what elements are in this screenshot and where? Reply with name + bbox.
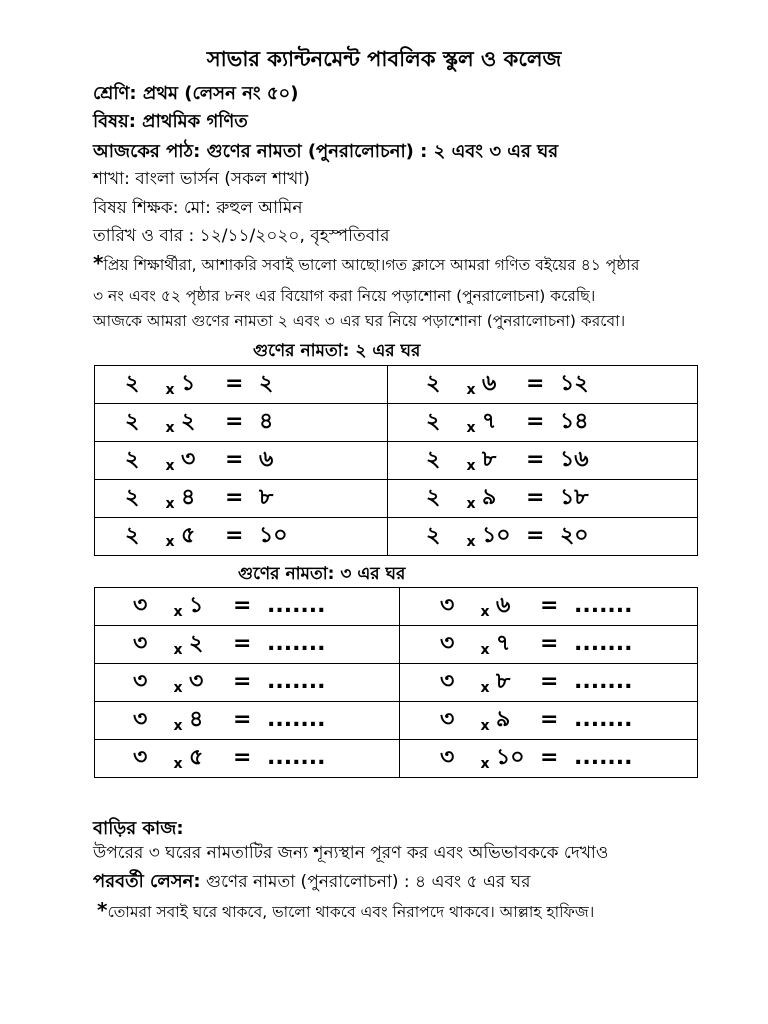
intro-line-2: ৩ নং এবং ৫২ পৃষ্ঠার ৮নং এর বিয়োগ করা নিয়ে পড়াশোনা (পুনরালোচনা) করেছি। [93,287,596,305]
result: ....... [267,707,326,732]
times-sign: x [466,458,476,474]
result: ....... [574,745,633,770]
operand-b: ৮ [482,447,497,472]
table-cell [388,480,698,518]
equation [125,442,273,479]
table-row [95,740,698,778]
times-sign: x [165,382,175,398]
operand-a: ৩ [440,593,455,618]
operand-b: ৯ [482,485,497,510]
operand-b: ৪ [189,707,204,732]
operand-b: ৮ [496,669,511,694]
table-cell [95,404,388,442]
equals-sign: = [233,669,252,694]
equation [133,588,326,625]
closing-line [97,898,594,926]
table-row [95,664,698,702]
operand-a: ৩ [440,631,455,656]
equation [426,404,589,441]
operand-b: ৬ [496,593,511,618]
result: ২ [259,371,274,396]
equation [133,626,326,663]
equals-sign: = [233,745,252,770]
multiplication-table-3 [94,587,698,778]
operand-a: ৩ [133,745,148,770]
equals-sign: = [233,593,252,618]
operand-b: ৫ [181,523,196,548]
equals-sign: = [225,409,244,434]
operand-b: ২ [181,409,196,434]
equation [426,366,589,403]
equation [440,626,633,663]
operand-a: ২ [426,447,441,472]
times-sign: x [165,496,175,512]
table-cell [400,588,698,626]
result: ৬ [259,447,274,472]
result: ....... [267,593,326,618]
result: ১৪ [560,409,589,434]
equals-sign: = [526,447,545,472]
table-cell [400,740,698,778]
table-cell [400,702,698,740]
operand-a: ৩ [440,669,455,694]
equation [125,404,273,441]
equation [125,366,273,403]
school-title: সাভার ক্যান্টনমেন্ট পাবলিক স্কুল ও কলেজ [206,47,562,71]
table-row [95,366,698,404]
operand-a: ২ [125,409,140,434]
operand-b: ৬ [482,371,497,396]
equals-sign: = [540,593,559,618]
branch-line: শাখা: বাংলা ভার্সন (সকল শাখা) [93,169,310,189]
equation [133,740,326,777]
times-sign: x [466,496,476,512]
result: ....... [267,669,326,694]
equals-sign: = [526,485,545,510]
date-line: তারিখ ও বার : ১২/১১/২০২০, বৃহস্পতিবার [93,226,390,246]
subject-line: বিষয়: প্রাথমিক গণিত [93,111,248,132]
equation [440,664,633,701]
times-sign: x [173,642,183,658]
times-sign: x [173,718,183,734]
table3-heading: গুণের নামতা: ৩ এর ঘর [238,564,406,584]
table-cell [400,626,698,664]
operand-a: ৩ [133,707,148,732]
equation [133,664,326,701]
table-cell [95,740,400,778]
lesson-line: আজকের পাঠ: গুণের নামতা (পুনরালোচনা) : ২ এবং ৩ এর ঘর [93,141,559,162]
equation [440,588,633,625]
table2-heading: গুণের নামতা: ২ এর ঘর [253,341,421,361]
table-cell [388,366,698,404]
equation [426,442,589,479]
table-cell [95,626,400,664]
operand-b: ১ [189,593,204,618]
table-cell [388,404,698,442]
operand-a: ২ [125,371,140,396]
operand-a: ৩ [133,631,148,656]
times-sign: x [466,534,476,550]
result: ....... [267,631,326,656]
times-sign: x [173,680,183,696]
intro-line-1 [93,251,639,279]
operand-b: ৯ [496,707,511,732]
operand-b: ১০ [496,745,525,770]
operand-a: ৩ [440,745,455,770]
result: ১২ [560,371,589,396]
operand-b: ৫ [189,745,204,770]
equals-sign: = [225,447,244,472]
equation [133,702,326,739]
times-sign: x [173,756,183,772]
homework-text: উপরের ৩ ঘরের নামতাটির জন্য শূন্যস্থান পূরণ কর এবং অভিভাবককে দেখাও [93,843,609,863]
times-sign: x [173,604,183,620]
table-cell [388,518,698,556]
times-sign: x [480,756,490,772]
times-sign: x [165,458,175,474]
equals-sign: = [225,523,244,548]
table-row [95,480,698,518]
intro-text-1: প্রিয় শিক্ষার্থীরা, আশাকরি সবাই ভালো আছো।গত ক্লাসে আমরা গণিত বইয়ের ৪১ পৃষ্ঠার [103,256,640,274]
operand-b: ৩ [189,669,204,694]
equation [440,702,633,739]
equals-sign: = [233,707,252,732]
equals-sign: = [225,485,244,510]
equals-sign: = [225,371,244,396]
operand-a: ২ [125,485,140,510]
next-lesson-label: পরবর্তী লেসন: [93,871,201,892]
equals-sign: = [540,631,559,656]
times-sign: x [480,680,490,696]
operand-b: ৪ [181,485,196,510]
result: ....... [574,669,633,694]
times-sign: x [480,642,490,658]
equation [125,480,273,517]
result: ....... [574,593,633,618]
times-sign: x [165,420,175,436]
result: ....... [267,745,326,770]
operand-a: ২ [125,523,140,548]
operand-a: ২ [426,523,441,548]
table-row [95,442,698,480]
table-row [95,404,698,442]
result: ১৮ [560,485,589,510]
equals-sign: = [526,523,545,548]
result: ১৬ [560,447,589,472]
result: ....... [574,707,633,732]
teacher-line: বিষয় শিক্ষক: মো: রুহুল আমিন [93,198,303,218]
next-lesson-text: গুণের নামতা (পুনরালোচনা) : ৪ এবং ৫ এর ঘর [200,872,531,892]
times-sign: x [466,420,476,436]
intro-line-3: আজকে আমরা গুণের নামতা ২ এবং ৩ এর ঘর নিয়ে পড়াশোনা (পুনরালোচনা) করবো। [93,312,626,330]
equals-sign: = [526,371,545,396]
operand-b: ২ [189,631,204,656]
result: ৪ [259,409,274,434]
operand-b: ১০ [482,523,511,548]
operand-a: ২ [426,409,441,434]
next-lesson-line [93,867,531,898]
class-line: শ্রেণি: প্রথম (লেসন নং ৫০) [93,83,299,104]
equation [426,518,589,555]
operand-b: ৭ [496,631,511,656]
multiplication-table-2 [94,365,698,556]
times-sign: x [480,604,490,620]
operand-b: ৩ [181,447,196,472]
result: ১০ [259,523,288,548]
closing-text: তোমরা সবাই ঘরে থাকবে, ভালো থাকবে এবং নিরাপদে থাকবে। আল্লাহ হাফিজ। [107,903,595,921]
table-cell [95,702,400,740]
equation [426,480,589,517]
times-sign: x [466,382,476,398]
operand-a: ২ [426,485,441,510]
operand-a: ৩ [133,593,148,618]
result: ....... [574,631,633,656]
times-sign: x [165,534,175,550]
table-row [95,518,698,556]
equals-sign: = [526,409,545,434]
homework-title: বাড়ির কাজ: [93,818,184,839]
equals-sign: = [540,745,559,770]
table-cell [95,366,388,404]
operand-a: ৩ [440,707,455,732]
table-cell [95,480,388,518]
closing-star: * [97,898,108,922]
intro-star: * [93,251,104,275]
equation [440,740,633,777]
result: ২০ [560,523,589,548]
equation [125,518,288,555]
table-row [95,702,698,740]
table-cell [95,442,388,480]
operand-a: ২ [125,447,140,472]
table-cell [388,442,698,480]
times-sign: x [480,718,490,734]
table-row [95,626,698,664]
table-cell [400,664,698,702]
table-cell [95,664,400,702]
equals-sign: = [540,707,559,732]
table-cell [95,518,388,556]
operand-a: ২ [426,371,441,396]
result: ৮ [259,485,274,510]
table-cell [95,588,400,626]
table-row [95,588,698,626]
equals-sign: = [233,631,252,656]
operand-b: ১ [181,371,196,396]
operand-b: ৭ [482,409,497,434]
operand-a: ৩ [133,669,148,694]
equals-sign: = [540,669,559,694]
